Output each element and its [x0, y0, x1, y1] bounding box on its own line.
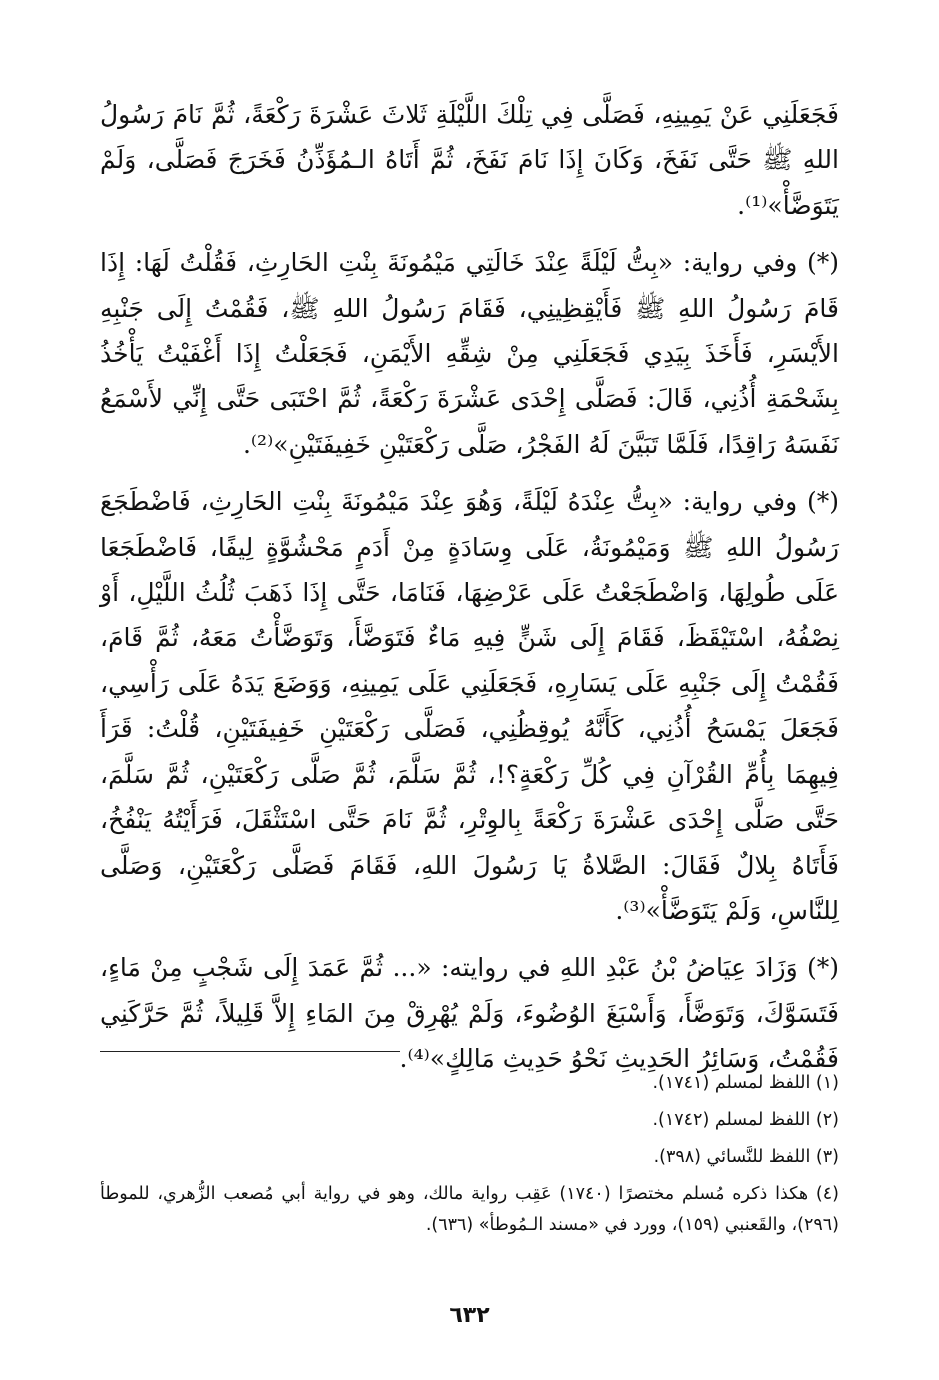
footnote-2: (٢) اللفظ لمسلم (١٧٤٢). [652, 1110, 839, 1130]
footnotes [100, 1068, 839, 1247]
body-paragraph-3: (*) وفي رواية: «بِتُّ عِنْدَهُ لَيْلَةً، وَهُوَ عِنْدَ مَيْمُونَةَ بِنْتِ الحَارِثِ، فَاضْطَجَعَ رَسُولُ اللهِ ﷺ وَمَيْمُونَةُ، عَلَى وِسَادَةٍ مِنْ أَدَمٍ مَحْشُوَّةٍ لِيفًا، فَاضْطَجَعَا عَلَى طُولِهَا، وَاضْطَجَعْتُ عَلَى عَرْضِهَا، فَنَامَا، حَتَّى إِذَا ذَهَبَ ثُلُثُ اللَّيْلِ، أَوْ نِصْفُهُ، اسْتَيْقَظَ، فَقَامَ إِلَى شَنٍّ فِيهِ مَاءٌ فَتَوَضَّأَ، وَتَوَضَّأْتُ مَعَهُ، ثُمَّ قَامَ، فَقُمْتُ إِلَى جَنْبِهِ عَلَى يَسَارِهِ، فَجَعَلَنِي عَلَى يَمِينِهِ، وَوَضَعَ يَدَهُ عَلَى رَأْسِي، فَجَعَلَ يَمْسَحُ أُذُنِي، كَأَنَّهُ يُوقِظُنِي، فَصَلَّى رَكْعَتَيْنِ خَفِيفَتَيْنِ، قُلْتُ: قَرَأَ فِيهِمَا بِأُمِّ القُرْآنِ فِي كُلِّ رَكْعَةٍ؟!، ثُمَّ سَلَّمَ، ثُمَّ صَلَّى رَكْعَتَيْنِ، ثُمَّ سَلَّمَ، حَتَّى صَلَّى إِحْدَى عَشْرَةَ رَكْعَةً بِالوِتْرِ، ثُمَّ نَامَ حَتَّى اسْتَثْقَلَ، فَرَأَيْتُهُ يَنْفُخُ، فَأَتَاهُ بِلالٌ فَقَالَ: الصَّلاةُ يَا رَسُولَ اللهِ، فَقَامَ فَصَلَّى رَكْعَتَيْنِ، وَصَلَّى لِلنَّاسِ، وَلَمْ يَتَوَضَّأْ»⁽³⁾. [100, 487, 839, 925]
footnote-1: (١) اللفظ لمسلم (١٧٤١). [652, 1073, 839, 1093]
page-number: ٦٣٢ [449, 1303, 490, 1328]
footnote-4: (٤) هكذا ذكره مُسلم مختصرًا (١٧٤٠) عَقِب رواية مالك، وهو في رواية أبي مُصعب الزُّهري، للموطأ (٢٩٦)، والقَعنبي (١٥٩)، وورد في «مسند الـمُوطأ» (٦٣٦). [100, 1184, 839, 1235]
book-page [100, 92, 839, 1380]
body-paragraph-4: (*) وَزَادَ عِيَاضُ بْنُ عَبْدِ اللهِ في روايته: «... ثُمَّ عَمَدَ إِلَى شَجْبٍ مِنْ مَاءٍ، فَتَسَوَّكَ، وَتَوَضَّأَ، وَأَسْبَغَ الوُضُوءَ، وَلَمْ يُهْرِقْ مِنَ المَاءِ إِلاَّ قَلِيلاً، ثُمَّ حَرَّكَنِي فَقُمْتُ، وَسَائِرُ الحَدِيثِ نَحْوُ حَدِيثِ مَالِكٍ»⁽⁴⁾. [100, 953, 839, 1074]
footnote-separator [100, 1051, 400, 1052]
body-paragraph-2: (*) وفي رواية: «بِتُّ لَيْلَةً عِنْدَ خَالَتِي مَيْمُونَةَ بِنْتِ الحَارِثِ، فَقُلْتُ لَهَا: إِذَا قَامَ رَسُولُ اللهِ ﷺ فَأَيْقِظِينِي، فَقَامَ رَسُولُ اللهِ ﷺ، فَقُمْتُ إِلَى جَنْبِهِ الأَيْسَرِ، فَأَخَذَ بِيَدِي فَجَعَلَنِي مِنْ شِقِّهِ الأَيْمَنِ، فَجَعَلْتُ إِذَا أَغْفَيْتُ يَأْخُذُ بِشَحْمَةِ أُذُنِي، قَالَ: فَصَلَّى إِحْدَى عَشْرَةَ رَكْعَةً، ثُمَّ احْتَبَى حَتَّى إِنِّي لأَسْمَعُ نَفَسَهُ رَاقِدًا، فَلَمَّا تَبَيَّنَ لَهُ الفَجْرُ، صَلَّى رَكْعَتَيْنِ خَفِيفَتَيْنِ»⁽²⁾. [100, 248, 839, 459]
footnote-3: (٣) اللفظ للنَّسائي (٣٩٨). [653, 1147, 839, 1167]
body-paragraph-1: فَجَعَلَنِي عَنْ يَمِينِهِ، فَصَلَّى فِي تِلْكَ اللَّيْلَةِ ثَلاثَ عَشْرَةَ رَكْعَةً، ثُمَّ نَامَ رَسُولُ اللهِ ﷺ حَتَّى نَفَخَ، وَكَانَ إِذَا نَامَ نَفَخَ، ثُمَّ أَتَاهُ الـمُؤَذِّنُ فَخَرَجَ فَصَلَّى، وَلَمْ يَتَوَضَّأْ»⁽¹⁾. [100, 100, 839, 220]
